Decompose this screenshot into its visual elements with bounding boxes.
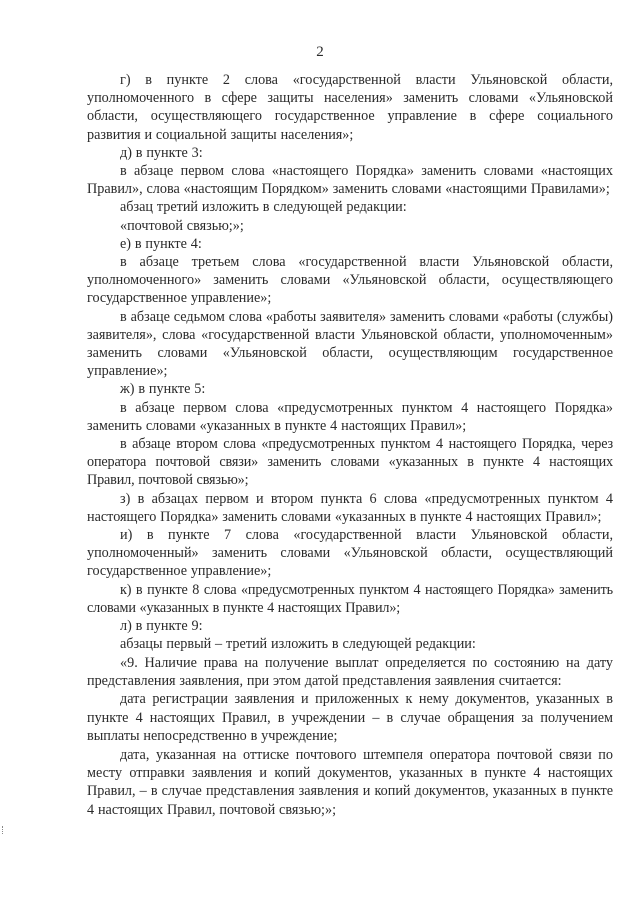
paragraph-item-zh-second: в абзаце втором слова «предусмотренных пунктом 4 настоящего Порядка, через оператора почтовой связи» заменить словами «указанных в пункте 4 настоящих Правил, почтовой связью»; bbox=[87, 436, 613, 489]
paragraph-item-l: л) в пункте 9: bbox=[120, 618, 203, 635]
quote-paragraph: «9. Наличие права на получение выплат определяется по состоянию на дату представления заявления, при этом датой представления заявления считается: bbox=[87, 654, 613, 689]
paragraph-item-g: г) в пункте 2 слова «государственной власти Ульяновской области, уполномоченного в сфере защиты населения» заменить словами «Ульяновской области, осуществляющего государственное управление в сфере социального развития и социальной защиты населения»; bbox=[87, 72, 613, 143]
paragraph-item-d-first: в абзаце первом слова «настоящего Порядка» заменить словами «настоящих Правил», слова «настоящим Порядком» заменить словами «настоящими Правилами»; bbox=[87, 163, 613, 198]
paragraph-item-zh: ж) в пункте 5: bbox=[120, 381, 206, 398]
paragraph-item-z: з) в абзацах первом и втором пункта 6 слова «предусмотренных пунктом 4 настоящего Порядка» заменить словами «указанных в пункте 4 настоящих Правил»; bbox=[87, 490, 613, 525]
paragraph-item-e-seventh: в абзаце седьмом слова «работы заявителя» заменить словами «работы (службы) заявителя», слова «государственной власти Ульяновской области, уполномоченным» заменить словами «Ульяновской области, осуществляющим государственное управление»; bbox=[87, 308, 613, 380]
paragraph-item-l-paragraphs: абзацы первый – третий изложить в следующей редакции: bbox=[120, 636, 476, 653]
quote-paragraph: дата, указанная на оттиске почтового штемпеля оператора почтовой связи по месту отправки заявления и копий документов, указанных в пункте 4 настоящих Правил, – в случае представления заявления и копий документов, указанных в пункте 4 настоящих Правил, почтовой связью;»; bbox=[87, 746, 613, 818]
paragraph-item-d-third: абзац третий изложить в следующей редакции: bbox=[120, 199, 407, 216]
paragraph-item-e-third: в абзаце третьем слова «государственной власти Ульяновской области, уполномоченного» заменить словами «Ульяновской области, осуществляющего государственное управление»; bbox=[87, 254, 613, 307]
paragraph-item-zh-first: в абзаце первом слова «предусмотренных пунктом 4 настоящего Порядка» заменить словами «указанных в пункте 4 настоящих Правил»; bbox=[87, 399, 613, 434]
scan-margin-mark bbox=[2, 826, 6, 834]
paragraph-item-d-text: «почтовой связью;»; bbox=[120, 217, 244, 234]
paragraph-item-d: д) в пункте 3: bbox=[120, 144, 203, 161]
paragraph-item-k: к) в пункте 8 слова «предусмотренных пунктом 4 настоящего Порядка» заменить словами «указанных в пункте 4 настоящих Правил»; bbox=[87, 581, 613, 616]
paragraph-item-i: и) в пункте 7 слова «государственной власти Ульяновской области, уполномоченный» заменить словами «Ульяновской области, осуществляющий государственное управление»; bbox=[87, 527, 613, 580]
quoted-new-text bbox=[87, 654, 613, 820]
document-body bbox=[87, 71, 613, 819]
quote-paragraph: дата регистрации заявления и приложенных к нему документов, указанных в пункте 4 настоящих Правил, в учреждении – в случае обращения за получением выплаты непосредственно в учреждение; bbox=[87, 691, 613, 745]
page-number: 2 bbox=[316, 44, 324, 60]
paragraph-item-e: е) в пункте 4: bbox=[120, 235, 202, 252]
